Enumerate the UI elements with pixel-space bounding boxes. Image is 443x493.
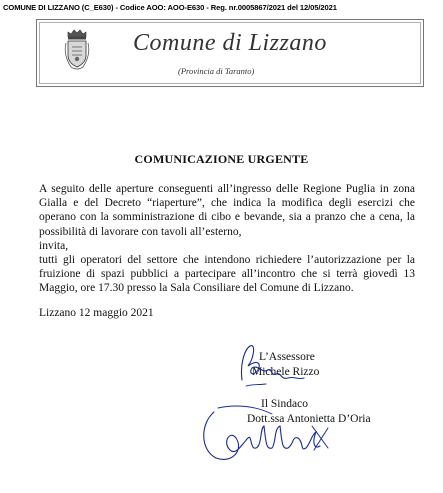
letterhead-frame — [36, 19, 424, 87]
provincia-label: (Provincia di Taranto) — [178, 66, 255, 76]
signatory-name: Michele Rizzo — [252, 366, 320, 378]
comune-name: Comune di Lizzano — [133, 30, 327, 56]
body-paragraph-1: A seguito delle aperture conseguenti all’ingresso delle Regione Puglia in zona Gialla e del Decreto “riaperture”, che indica la modifica degli esercizi che operano con la somministrazione di cibo e bevande, sia a pranzo che a cena, la possibilità di lavorare con tavoli all’esterno, — [39, 183, 415, 238]
body-paragraph-2: invita, — [39, 239, 69, 252]
coat-of-arms-icon — [63, 27, 91, 73]
place-date: Lizzano 12 maggio 2021 — [39, 307, 154, 319]
signatory-role: L’Assessore — [259, 351, 315, 363]
signatory-assessore — [252, 350, 320, 380]
signatory-sindaco — [247, 397, 371, 427]
signatory-name: Dott.ssa Antonietta D’Oria — [247, 413, 371, 425]
signatory-role: Il Sindaco — [261, 398, 308, 410]
document-title: COMUNICAZIONE URGENTE — [134, 152, 309, 166]
protocol-registry-header: COMUNE DI LIZZANO (C_E630) - Codice AOO: AOO-E630 - Reg. nr.0005867/2021 del 12/05/2021 — [3, 3, 337, 12]
document-body — [39, 182, 415, 296]
body-paragraph-3: tutti gli operatori del settore che intendono richiedere l’autorizzazione per la fruizione di spazi pubblici a partecipare all’incontro che si terrà giovedì 13 Maggio, ore 17.30 presso la Sala Consiliare del Comune di Lizzano. — [39, 254, 415, 295]
